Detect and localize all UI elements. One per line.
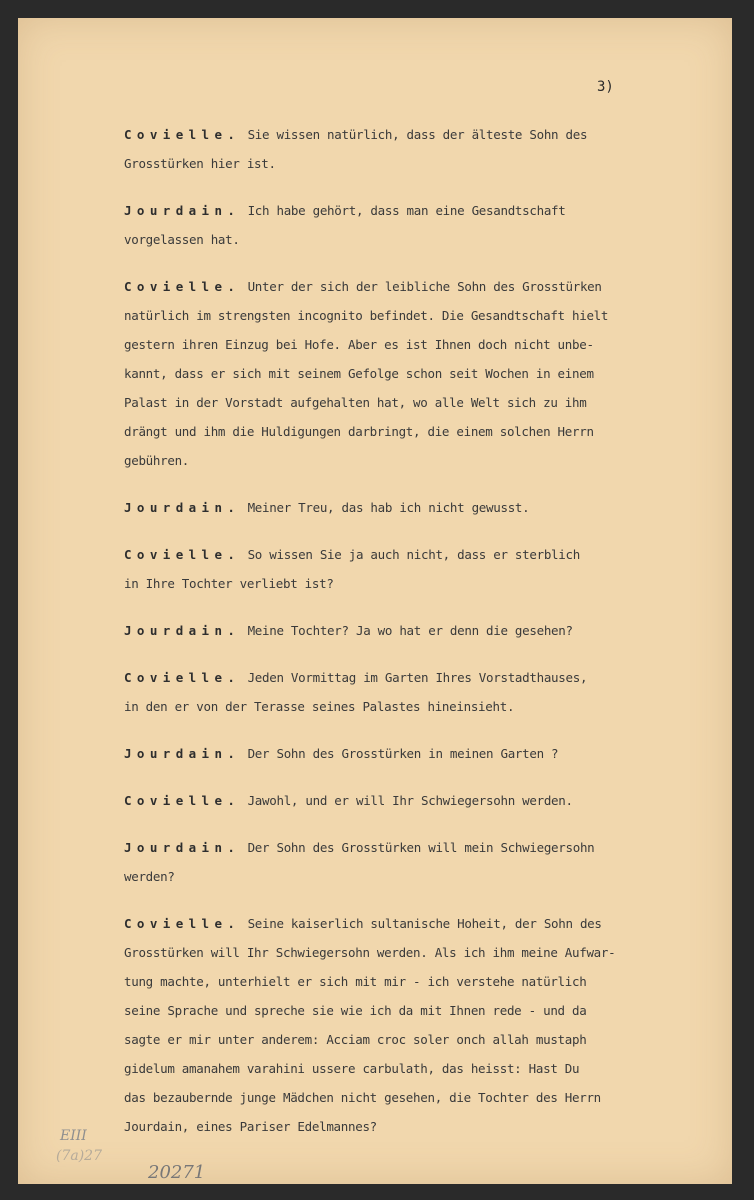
line-text: in den er von der Terasse seines Palastes hineinsieht. — [124, 699, 515, 714]
line-text: gestern ihren Einzug bei Hofe. Aber es ist Ihnen doch nicht unbe- — [124, 337, 594, 352]
text-line — [124, 786, 724, 815]
speaker-name: Jourdain. — [124, 500, 241, 515]
text-line — [124, 1112, 724, 1141]
text-line — [124, 996, 724, 1025]
dialogue-entry — [124, 540, 724, 598]
text-line — [124, 272, 724, 301]
line-text: werden? — [124, 869, 175, 884]
line-text: sagte er mir unter anderem: Acciam croc soler onch allah mustaph — [124, 1032, 587, 1047]
dialogue-entry — [124, 272, 724, 475]
line-text: Der Sohn des Grosstürken in meinen Garten ? — [247, 746, 559, 761]
line-text: seine Sprache und spreche sie wie ich da mit Ihnen rede - und da — [124, 1003, 587, 1018]
text-line — [124, 540, 724, 569]
text-line — [124, 862, 724, 891]
line-text: Grosstürken hier ist. — [124, 156, 276, 171]
line-text: So wissen Sie ja auch nicht, dass er sterblich — [247, 547, 580, 562]
speaker-name: Covielle. — [124, 670, 241, 685]
line-text: natürlich im strengsten incognito befindet. Die Gesandtschaft hielt — [124, 308, 609, 323]
text-line — [124, 1025, 724, 1054]
text-line — [124, 833, 724, 862]
line-text: Sie wissen natürlich, dass der älteste Sohn des — [247, 127, 588, 142]
line-text: gidelum amanahem varahini ussere carbulath, das heisst: Hast Du — [124, 1061, 580, 1076]
speaker-name: Jourdain. — [124, 623, 241, 638]
speaker-name: Covielle. — [124, 916, 241, 931]
text-line — [124, 149, 724, 178]
dialogue-text — [124, 120, 724, 1159]
text-line — [124, 330, 724, 359]
speaker-name: Covielle. — [124, 793, 241, 808]
text-line — [124, 909, 724, 938]
text-line — [124, 692, 724, 721]
text-line — [124, 938, 724, 967]
line-text: Der Sohn des Grosstürken will mein Schwiegersohn — [247, 840, 595, 855]
line-text: tung machte, unterhielt er sich mit mir - ich verstehe natürlich — [124, 974, 587, 989]
text-line — [124, 120, 724, 149]
handwritten-number: 20271 — [148, 1162, 206, 1183]
speaker-name: Covielle. — [124, 127, 241, 142]
line-text: vorgelassen hat. — [124, 232, 240, 247]
line-text: das bezaubernde junge Mädchen nicht gesehen, die Tochter des Herrn — [124, 1090, 601, 1105]
dialogue-entry — [124, 909, 724, 1141]
line-text: Seine kaiserlich sultanische Hoheit, der Sohn des — [247, 916, 602, 931]
faded-stamp-number: (7a)27 — [56, 1148, 102, 1164]
line-text: Jourdain, eines Pariser Edelmannes? — [124, 1119, 377, 1134]
dialogue-entry — [124, 493, 724, 522]
speaker-name: Jourdain. — [124, 203, 241, 218]
text-line — [124, 663, 724, 692]
line-text: Unter der sich der leibliche Sohn des Grosstürken — [247, 279, 602, 294]
line-text: Grosstürken will Ihr Schwiegersohn werden. Als ich ihm meine Aufwar- — [124, 945, 616, 960]
line-text: kannt, dass er sich mit seinem Gefolge schon seit Wochen in einem — [124, 366, 594, 381]
dialogue-entry — [124, 786, 724, 815]
speaker-name: Covielle. — [124, 279, 241, 294]
text-line — [124, 616, 724, 645]
text-line — [124, 446, 724, 475]
text-line — [124, 967, 724, 996]
line-text: drängt und ihm die Huldigungen darbringt, die einem solchen Herrn — [124, 424, 594, 439]
speaker-name: Jourdain. — [124, 746, 241, 761]
dialogue-entry — [124, 196, 724, 254]
shelf-mark: EIII — [60, 1128, 87, 1144]
text-line — [124, 1054, 724, 1083]
speaker-name: Covielle. — [124, 547, 241, 562]
text-line — [124, 1083, 724, 1112]
dialogue-entry — [124, 120, 724, 178]
dialogue-entry — [124, 833, 724, 891]
text-line — [124, 417, 724, 446]
line-text: Jawohl, und er will Ihr Schwiegersohn werden. — [247, 793, 573, 808]
line-text: in Ihre Tochter verliebt ist? — [124, 576, 334, 591]
speaker-name: Jourdain. — [124, 840, 241, 855]
dialogue-entry — [124, 739, 724, 768]
line-text: Jeden Vormittag im Garten Ihres Vorstadthauses, — [247, 670, 588, 685]
dialogue-entry — [124, 663, 724, 721]
text-line — [124, 493, 724, 522]
text-line — [124, 225, 724, 254]
line-text: Meine Tochter? Ja wo hat er denn die gesehen? — [247, 623, 573, 638]
line-text: Ich habe gehört, dass man eine Gesandtschaft — [247, 203, 566, 218]
text-line — [124, 739, 724, 768]
text-line — [124, 359, 724, 388]
line-text: Meiner Treu, das hab ich nicht gewusst. — [247, 500, 530, 515]
text-line — [124, 196, 724, 225]
text-line — [124, 388, 724, 417]
text-line — [124, 569, 724, 598]
text-line — [124, 301, 724, 330]
page-number: 3) — [597, 79, 614, 95]
document-page — [18, 18, 732, 1184]
line-text: Palast in der Vorstadt aufgehalten hat, wo alle Welt sich zu ihm — [124, 395, 587, 410]
dialogue-entry — [124, 616, 724, 645]
line-text: gebühren. — [124, 453, 190, 468]
